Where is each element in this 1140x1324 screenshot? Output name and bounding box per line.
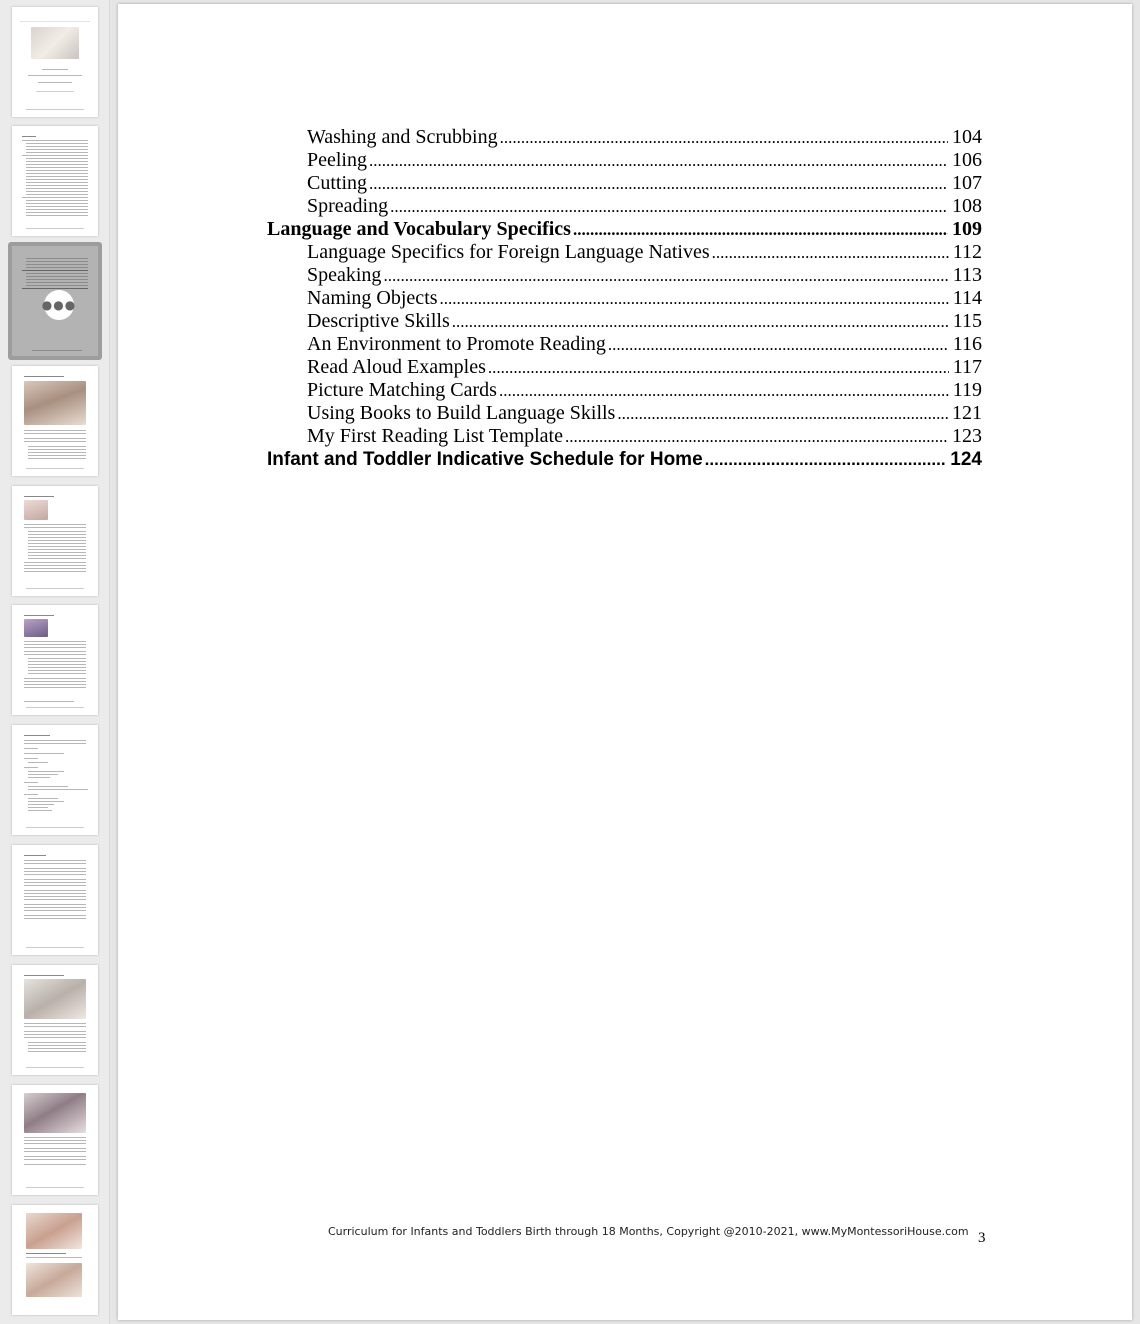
toc-dot-leader (608, 333, 949, 356)
toc-entry-title: Descriptive Skills (307, 310, 450, 332)
toc-entry-title: Using Books to Build Language Skills (307, 402, 616, 424)
toc-entry-title: Naming Objects (307, 287, 438, 309)
toc-entry-title: Washing and Scrubbing (307, 126, 498, 148)
toc-dot-leader (390, 195, 948, 218)
toc-entry[interactable] (267, 195, 982, 218)
toc-entry-page: 121 (952, 402, 982, 424)
page-number: 3 (978, 1230, 986, 1246)
toc-entry-page: 123 (952, 425, 982, 447)
toc-entry[interactable] (267, 425, 982, 448)
toc-entry-page: 115 (952, 310, 982, 332)
toc-entry-page: 108 (952, 195, 982, 217)
toc-dot-leader (705, 448, 947, 471)
toc-entry[interactable] (267, 333, 982, 356)
thumbnail-page-5[interactable] (12, 486, 98, 596)
thumbnail-page-8[interactable] (12, 845, 98, 955)
toc-entry[interactable] (267, 241, 982, 264)
toc-dot-leader (499, 379, 949, 402)
toc-entry-page: 117 (952, 356, 982, 378)
toc-dot-leader (452, 310, 949, 333)
toc-entry-page: 119 (952, 379, 982, 401)
toc-entry[interactable] (267, 356, 982, 379)
toc-entry-title: Language Specifics for Foreign Language Natives (307, 241, 710, 263)
toc-entry-title: Cutting (307, 172, 368, 194)
toc-dot-leader (488, 356, 949, 379)
thumbnail-page-10[interactable] (12, 1085, 98, 1195)
toc-entry-page: 113 (952, 264, 982, 286)
toc-dot-leader (500, 126, 948, 149)
toc-entry[interactable] (267, 126, 982, 149)
toc-entry-page: 116 (952, 333, 982, 355)
toc-dot-leader (440, 287, 949, 310)
toc-entry-page: 104 (952, 126, 982, 148)
toc-entry-page: 112 (952, 241, 982, 263)
toc-dot-leader (383, 264, 948, 287)
toc-entry[interactable] (267, 379, 982, 402)
toc-entry[interactable] (267, 218, 982, 241)
toc-entry[interactable] (267, 149, 982, 172)
toc-entry-title: An Environment to Promote Reading (307, 333, 606, 355)
toc-entry-title: Read Aloud Examples (307, 356, 486, 378)
thumbnail-page-4[interactable] (12, 366, 98, 476)
thumbnail-page-3[interactable] (8, 242, 102, 360)
toc-entry[interactable] (267, 287, 982, 310)
toc-entry-page: 107 (952, 172, 982, 194)
thumbnail-page-1[interactable] (12, 7, 98, 117)
toc-entry[interactable] (267, 172, 982, 195)
toc-entry-title: Peeling (307, 149, 367, 171)
ellipsis-icon[interactable]: ●●● (44, 290, 74, 320)
thumbnail-sidebar[interactable] (0, 0, 110, 1324)
toc-entry-title: Speaking (307, 264, 382, 286)
toc-entry-page: 109 (952, 218, 982, 240)
toc-entry-title: Language and Vocabulary Specifics (267, 218, 571, 240)
thumbnail-page-6[interactable] (12, 605, 98, 715)
thumbnail-page-7[interactable] (12, 725, 98, 835)
thumbnail-page-9[interactable] (12, 965, 98, 1075)
toc-entry-title: Infant and Toddler Indicative Schedule for Home (267, 449, 703, 470)
toc-dot-leader (369, 172, 948, 195)
thumbnail-page-2[interactable] (12, 126, 98, 236)
page-footer: Curriculum for Infants and Toddlers Birth through 18 Months, Copyright @2010-2021, www.MyMontessoriHouse.com (328, 1225, 969, 1238)
thumbnail-page-11[interactable] (12, 1205, 98, 1315)
document-page (118, 4, 1132, 1320)
toc-dot-leader (617, 402, 948, 425)
toc-dot-leader (712, 241, 949, 264)
toc-dot-leader (369, 149, 948, 172)
toc-entry[interactable] (267, 310, 982, 333)
toc-dot-leader (573, 218, 948, 241)
toc-entry[interactable] (267, 448, 982, 471)
toc-entry[interactable] (267, 264, 982, 287)
toc-dot-leader (565, 425, 948, 448)
toc-entry-title: Spreading (307, 195, 389, 217)
toc-entry-page: 124 (950, 449, 982, 470)
table-of-contents (267, 126, 982, 471)
toc-entry-page: 106 (952, 149, 982, 171)
toc-entry[interactable] (267, 402, 982, 425)
toc-entry-page: 114 (952, 287, 982, 309)
toc-entry-title: Picture Matching Cards (307, 379, 497, 401)
toc-entry-title: My First Reading List Template (307, 425, 563, 447)
